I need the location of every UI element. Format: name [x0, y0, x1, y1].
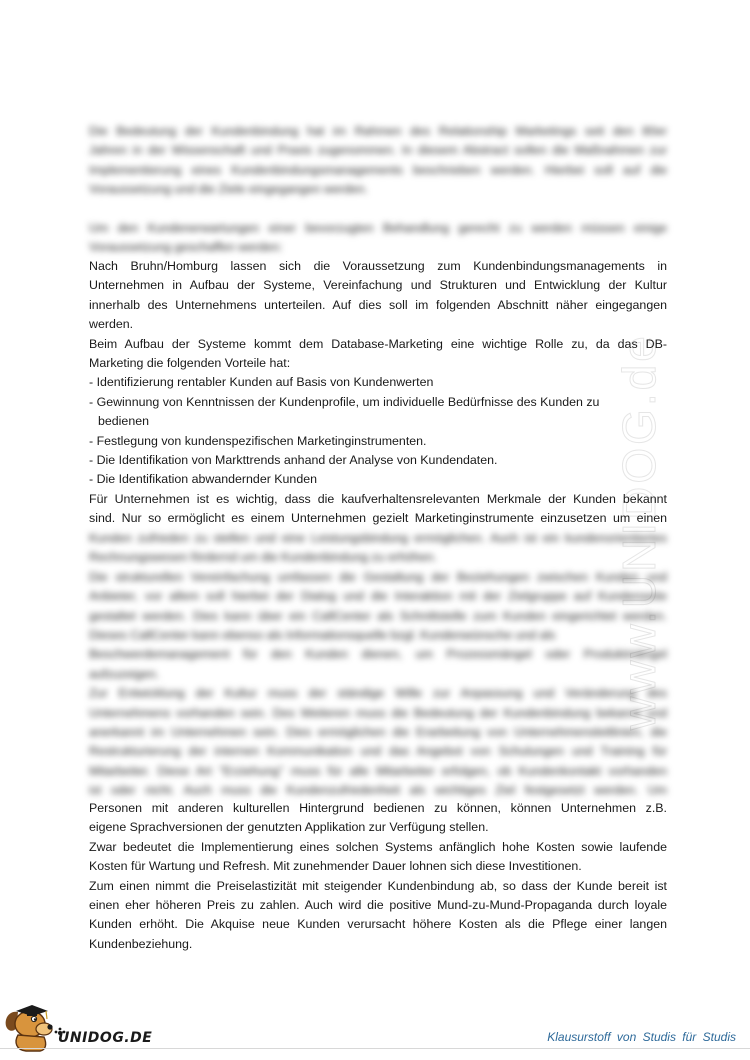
text-line: Die strukturellen Vereinfachung umfassen die Gestaltung der Beziehungen zwischen Kunden und [89, 569, 667, 584]
text-line: Unternehmen in Aufbau der Systeme, Vereinfachung und Strukturen und Entwicklung der Kultur [89, 278, 667, 293]
watermark: www.UNIDOG.de [613, 333, 665, 730]
dog-mascot-icon [0, 1002, 70, 1054]
clear-section-2 [89, 799, 667, 954]
text-line: Anbieter, vor allem soll hierbei der Dialog und die Interaktion mit der Zielgruppe auf Kundenseite [89, 589, 667, 604]
text-line: Voraussetzung geschaffen werden: [89, 240, 283, 255]
text-line: sind. Nur so ermöglicht es einem Unternehmen gezielt Marketinginstrumente einzusetzen um einen [89, 511, 667, 526]
text-line: eigene Sprachversionen der genutzten Applikation zur Verfügung stellen. [89, 820, 489, 835]
text-line: gestaltet werden. Dies kann über ein CallCenter als Schnittstelle zum Kunden eingerichtet werden. [89, 608, 667, 623]
text-line: Kunden erhöht. Die Akquise neue Kunden verursacht höhere Kosten als die Pflege einer langen [89, 917, 667, 932]
text-line: Zwar bedeutet die Implementierung eines solchen Systems anfänglich hohe Kosten sowie laufende [89, 839, 667, 854]
text-line: Kunden zufrieden zu stellen und eine Leistungsbindung ermöglichen. Auch ist ein kundenorientiertes [89, 531, 667, 545]
text-line: Nach Bruhn/Homburg lassen sich die Voraussetzung zum Kundenbindungsmanagements in [89, 259, 667, 273]
list-item: - Die Identifikation abwandernder Kunden [89, 472, 317, 487]
text-line: Kundenbeziehung. [89, 936, 193, 951]
text-line: Zur Entwicklung der Kultur muss der ständige Wille zur Anpassung und Veränderung des [89, 686, 667, 701]
text-line: Unternehmens vorhanden sein. Des Weiteren muss die Bedeutung der Kundenbindung bekannt und [89, 705, 667, 720]
text-line: Beschwerdemanagement für den Kunden dienen, um Prozessmängel oder Produktmängel [89, 647, 667, 662]
list-item-continuation: bedienen [98, 414, 149, 429]
text-line: Für Unternehmen ist es wichtig, dass die kaufverhaltensrelevanten Merkmale der Kunden bekannt [89, 491, 667, 506]
text-line: Zum einen nimmt die Preiselastizität mit steigender Kundenbindung ab, so dass der Kunde bereit ist [89, 878, 667, 893]
unidog-logo[interactable] [0, 1002, 160, 1054]
text-line: aufzuzeigen. [89, 666, 160, 681]
list-item: - Gewinnung von Kenntnissen der Kundenprofile, um individuelle Bedürfnisse des Kunden zu [89, 394, 600, 409]
text-line: ist oder nicht. Auch muss die Kundenzufriedenheit als wichtiges Ziel festgesetzt werden. Um [89, 783, 667, 798]
list-item: - Identifizierung rentabler Kunden auf Basis von Kundenwerten [89, 375, 434, 390]
text-line: Mitarbeiter. Diese Art "Erziehung" muss für alle Mitarbeiter erfolgen, ob Kundenkontakt vorhanden [89, 763, 667, 778]
list-item: - Die Identifikation von Markttrends anhand der Analyse von Kundendaten. [89, 453, 498, 468]
text-line: Dieses CallCenter kann ebenso als Informationsquelle bzgl. Kundenwünsche und als [89, 628, 556, 643]
list-item: - Festlegung von kundenspezifischen Marketinginstrumenten. [89, 433, 427, 448]
text-line: einen eher höheren Preis zu zahlen. Auch wird die positive Mund-zu-Mund-Propaganda durch loyale [89, 898, 667, 913]
clear-section-1 [89, 257, 667, 529]
text-line: Implementierung eines Kundenbindungsmanagements beschrieben werden. Hierbei soll auf die [89, 162, 667, 177]
text-line: Rechnungswesen fördernd um die Kundenbindung zu erhöhen. [89, 550, 437, 565]
text-line: Die Bedeutung der Kundenbindung hat im Rahmen des Relationship Marketings seit den 80er [89, 124, 667, 138]
text-line: Marketing die folgenden Vorteile hat: [89, 356, 291, 371]
text-line: werden. [89, 317, 134, 332]
footer-tagline: Klausurstoff von Studis für Studis [547, 1030, 736, 1044]
text-line: Voraussetzung und die Ziele eingegangen werden. [89, 182, 368, 197]
blurred-middle-section [89, 529, 667, 801]
text-line: Um den Kundenerwartungen einer bevorzugten Behandlung gerecht zu werden müssen einige [89, 221, 667, 235]
footer-divider [0, 1048, 750, 1049]
text-line: anerkannt im Unternehmen sein. Dies ermöglichen die Erarbeitung von Unternehmensleitlinien, die [89, 725, 667, 740]
blurred-intro-paragraph [89, 122, 667, 200]
text-line: Restrukturierung der internen Kommunikation und das Angebot von Schulungen und Training für [89, 744, 667, 759]
text-line: innerhalb des Unternehmens unterteilen. Auf dies soll im folgenden Abschnitt näher eingegangen [89, 297, 667, 312]
text-line: Jahren in der Wissenschaft und Praxis zugenommen. In diesem Abstract sollen die Maßnahmen zur [89, 143, 667, 158]
text-line: Beim Aufbau der Systeme kommt dem Database-Marketing eine wichtige Rolle zu, da das DB- [89, 336, 667, 351]
logo-text: UNIDOG.DE [58, 1030, 153, 1046]
text-line: Kosten für Wartung und Refresh. Mit zunehmender Dauer lohnen sich diese Investitionen. [89, 859, 582, 874]
blurred-intro-paragraph-2 [89, 219, 667, 258]
text-line: Personen mit anderen kulturellen Hintergrund bedienen zu können, können Unternehmen z.B. [89, 801, 667, 815]
